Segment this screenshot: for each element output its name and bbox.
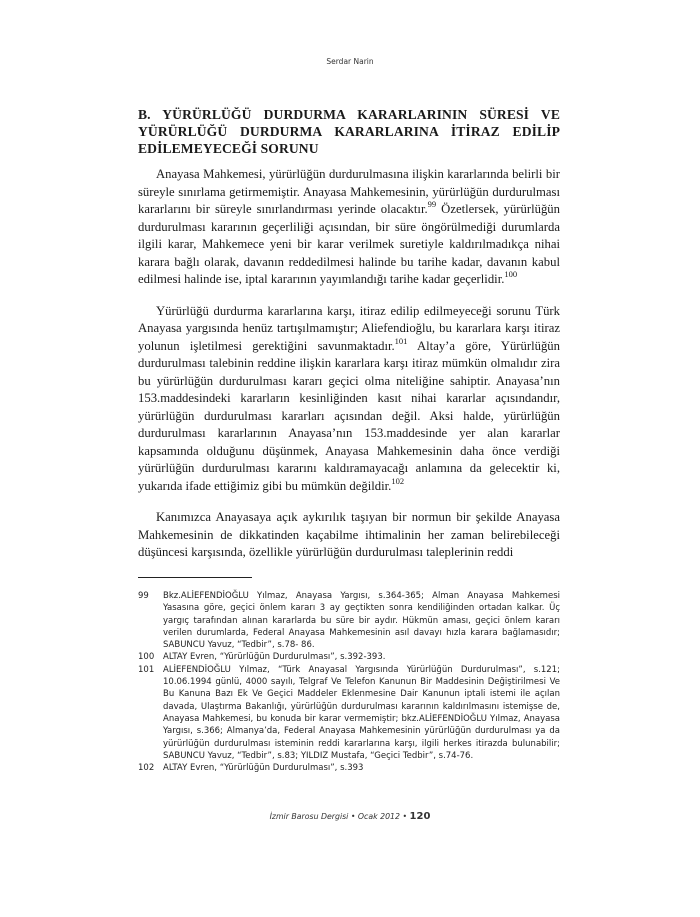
footnote-text: ALTAY Evren, “Yürürlüğün Durdurulması”, s.392-393. [163,652,386,663]
footnote [138,590,560,651]
paragraph-text: Yürürlüğü durdurma kararlarına karşı, itiraz edilip edilmeyeceği sorunu Türk Anayasa yargısında henüz tartışılmamıştır; Aliefendioğlu, bu kararlara karşı itiraz yolunun işletilmesi gerektiğini savunmaktadır. [138,303,560,353]
footer-separator: • [402,812,408,821]
body-text [138,166,560,576]
section-heading: B. YÜRÜRLÜĞÜ DURDURMA KARARLARININ SÜRESİ VE YÜRÜRLÜĞÜ DURDURMA KARARLARINA İTİRAZ EDİLİP EDİLEMEYECEĞİ SORUNU [138,107,560,156]
paragraph-text: Anayasa Mahkemesi, yürürlüğün durdurulmasına ilişkin kararlarında belirli bir süreyle sınırlama getirmemiştir. Anayasa Mahkemesinin, yürürlüğün durdurulması kararlarını bir süreyle sınırlandırması yerinde olacaktır. [138,167,560,216]
footnote-text: ALİEFENDİOĞLU Yılmaz, “Türk Anayasal Yargısında Yürürlüğün Durdurulması”, s.121; 10.06.1994 günlü, 4000 sayılı, Telgraf Ve Telefon Kanunun Bir Maddesinin Değiştirilmesi Ve Bu Kanuna Bazı Ek Ve Geçici Maddeler Eklenmesine Dair Kanunun iptali istemi ile açılan davada, Ulaştırma Bakanlığı, yürürlüğün durdurulması kararının kaldırılmasını istemişse de, Anayasa Mahkemesi, bu konuda bir karar vermemiştir; bkz.ALİEFENDİOĞLU Yılmaz, Anayasa Yargısı, s.366; Almanya’da, Federal Anayasa Mahkemesinin yürürlüğün durdurulması ya da yürürlüğün durdurulması isteminin reddi kararlarına karşı, ilgili herkes itirazda bulunabilir; SABUNCU Yavuz, “Tedbir”, s.83; YILDIZ Mustafa, “Geçici Tedbir”, s.74-76. [163,664,560,761]
footnote-number: 101 [138,664,155,675]
footnote-text: Bkz.ALİEFENDİOĞLU Yılmaz, Anayasa Yargısı, s.364-365; Alman Anayasa Mahkemesi Yasasına göre, geçici önlem kararı 3 ay geçtikten sonra kendiliğinden ortadan kalkar. Üç yargıç tarafından alınan kararlarda bu süre bir aydır. Hükmün aması, geçici önlem kararı verilen durumlarda, Federal Anayasa Mahkemesinin asıl davayı hızla karara bağlamasıdır; SABUNCU Yavuz, “Tedbir”, s.78- 86. [163,591,560,651]
footnote-separator [138,577,252,578]
paragraph-text: Kanımızca Anayasaya açık aykırılık taşıyan bir normun bir şekilde Anayasa Mahkemesinin de dikkatinden kaçabilme ihtimalinin her zaman belirebileceği düşüncesi karşısında, özellikle yürürlüğün durdurulması taleplerinin reddi [138,510,560,559]
footnote-ref: 102 [391,475,405,486]
page-footer [0,811,700,822]
paragraph [138,509,560,562]
footnote-number: 100 [138,652,155,663]
footnote-ref: 101 [394,335,408,346]
page-number: 120 [409,811,431,822]
journal-name: İzmir Barosu Dergisi [269,812,349,821]
footnotes [138,590,560,774]
paragraph-text: Altay’a göre, Yürürlüğün durdurulması talebinin reddine ilişkin kararlara karşı itiraz mümkün olmalıdır zira bu yürürlüğün durdurulması kararı geçici olma niteliğine sahiptir. Anayasa’nın 153.maddesindeki kararların kesinliğinden kasıt nihai kararlar açısındandır, yürürlüğün durdurulması kararları açısından değil. Aksi halde, yürürlüğün durdurulması kararlarının Anayasa’nın 153.maddesinde yer alan kararlar kapsamında olduğunu düşünmek, Anayasa Mahkemesinin daha önce verdiği yürürlüğün durdurulması kararını kaldıramayacağı anlamına da gelecektir ki, yukarıda ifade ettiğimiz gibi bu mümkün değildir. [138,338,560,493]
paragraph-text: Özetlersek, yürürlüğün durdurulması kararının geçerliliği açısından, bir süre öngörülmediği durumlarda ilgili karar, Mahkemece yeni bir karar verilmek suretiyle kaldırılmadıkça nihai karara bağlı olarak, davanın reddedilmesi halinde bu tarihe kadar, davanın kabul edilmesi halinde ise, iptal kararının yayımlandığı tarihe kadar geçerlidir. [138,202,560,286]
footnote-ref: 99 [427,199,437,209]
running-header [0,57,700,66]
footnote-number: 99 [138,591,149,601]
footnote-ref: 100 [504,269,518,279]
paragraph [138,303,560,496]
footnote-text: ALTAY Evren, “Yürürlüğün Durdurulması”, s.393 [163,763,364,774]
issue-date: Ocak 2012 [357,812,400,821]
footnote-number: 102 [138,763,155,774]
footer-separator: • [350,812,356,821]
footnote [138,664,560,762]
footnote [138,651,560,663]
paragraph [138,166,560,289]
footnote [138,762,560,774]
header-author: Serdar Narin [326,57,374,66]
